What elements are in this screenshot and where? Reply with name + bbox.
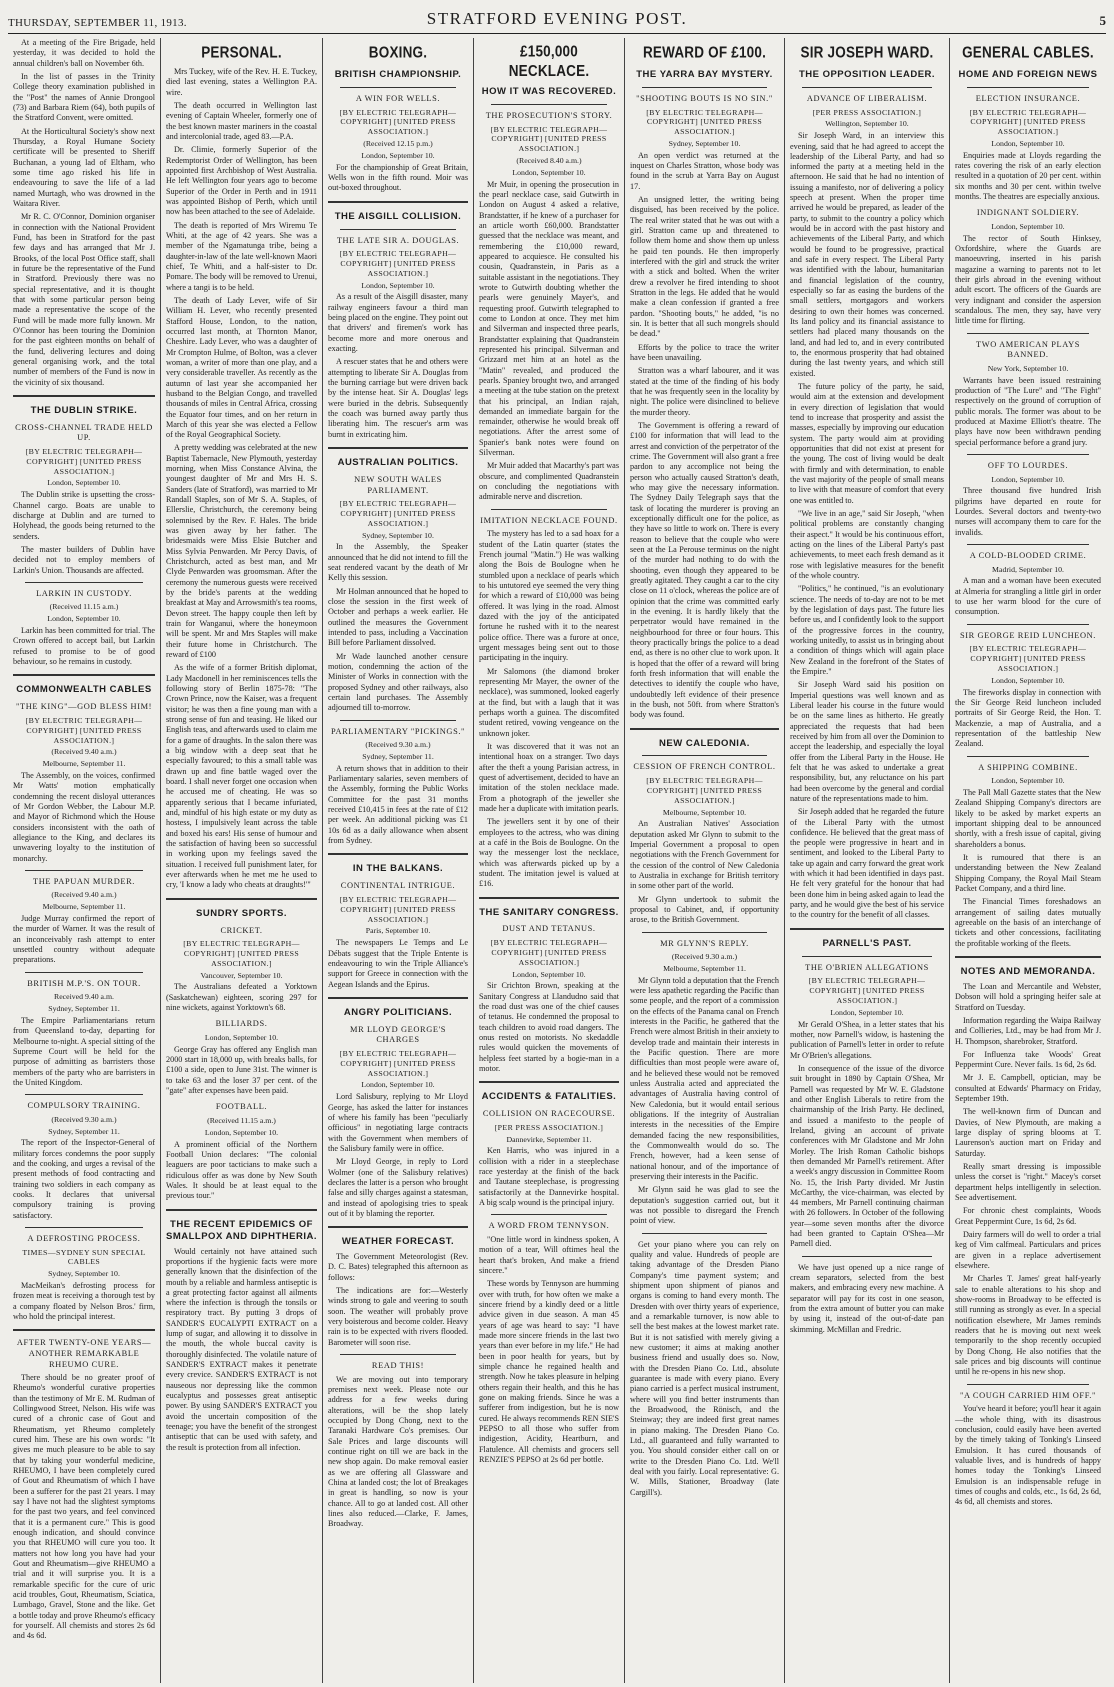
page-number: 5: [1099, 13, 1106, 28]
paragraph: Efforts by the police to trace the writer have been unavailing.: [630, 342, 779, 363]
paragraph: An unsigned letter, the writing being disguised, has been received by the police. The real writer stated that he was out with a girl. Stratton came up and threatened to follow them home and show them up unless he paid ten pounds. He then improperly interfered with the girl and struck the writer with a stick and bolted. When the writer drew a revolver he fired intending to shoot Stratton in the legs. He added that he would make a clean confession if granted a free pardon. "Shooting bouts," he added, "is no sin. It is better that all such mongrels should be dead.": [630, 195, 779, 339]
paragraph: There should be no greater proof of Rheumo's wonderful curative properties than the testimony of Mr E. M. Rudman of Collingwood Street, Nelson. His wife was cured of a chronic case of Gout and Rheumatism, yet Rheumo completely cured him. These are his own words: "It gives me much pleasure to be able to say that by taking your wonderful medicine, RHEUMO, I have been completely cured of Gout and Rheumatism of which I have been a sufferer for the past 21 years. I may say I have not had the slightest symptoms for the past two years, and feel convinced that it is a permanent cure." This is good enough indication, and should convince you that RHEUMO will cure you too. It matters not how long you have had your Gout and Rheumatism—give RHEUMO a trial and it will surprise you. It is a remarkable specific for the cure of uric acid troubles, Gout, Rheumatism, Sciatica, Lumbago, Gravel, Stone and the like. Get a bottle today and prove Rheumo's efficacy for yourself. All chemists and stores 2s 6d and 4s 6d.: [13, 1373, 155, 1641]
paragraph: We have just opened up a nice range of cream separators, selected from the best makers, and embracing every new machine. A separator will pay for its cost in one season, from the extra amount of butter you can make by using it, instead of the out-of-date pan skimming. McMillan and Fredric.: [790, 1262, 944, 1334]
paragraph: Mr Lloyd George, in reply to Lord Wolmer (one of the Salisbury relatives) declares the latter is a person who brought false and silly charges against a statesman, and instead of apologising tries to speak out of it by blaming the reporter.: [328, 1157, 468, 1218]
column-rule: [790, 928, 944, 930]
paragraph: You've heard it before; you'll hear it again—the whole thing, with its disastrous conclusion, could easily have been averted by the timely taking of Tonking's Linseed Emulsion. It has cured thousands of valuable lives, and is hundreds of happy homes today the Tonking's Linseed Emulsion is an indispensable refuge in times of coughs and colds, etc., 1s 6d, 2s 6d, 4s 6d, all chemists and stores.: [955, 1404, 1101, 1507]
paragraph: Larkin has been committed for trial. The Crown offered to accept bail, but Larkin refused to promise to be of good behaviour, so he remains in custody.: [13, 626, 155, 667]
article-subheading: BILLIARDS.: [215, 1019, 268, 1029]
column-rule: [955, 956, 1101, 958]
issue-date: THURSDAY, SEPTEMBER 11, 1913.: [8, 17, 187, 29]
column-rule: [642, 932, 767, 933]
column-rule: [967, 624, 1089, 625]
article-heading: HOW IT WAS RECOVERED.: [481, 86, 617, 97]
wire-credit: [BY ELECTRIC TELEGRAPH—COPYRIGHT] [UNITED PRESS ASSOCIATION.]: [339, 499, 457, 528]
wire-credit: [PER PRESS ASSOCIATION.]: [494, 1122, 604, 1132]
article-subheading: TWO AMERICAN PLAYS BANNED.: [975, 339, 1081, 360]
column-rule: [328, 201, 468, 203]
column-rule: [25, 1227, 143, 1228]
column-rule: [967, 333, 1089, 334]
paragraph: At a meeting of the Fire Brigade, held yesterday, it was decided to hold the annual children's ball on November 6th.: [13, 38, 155, 68]
article-subheading: CROSS-CHANNEL TRADE HELD UP.: [15, 422, 153, 443]
article-heading: THE AISGILL COLLISION.: [334, 210, 462, 222]
article-subheading: CRICKET.: [220, 925, 263, 935]
paragraph: Stratton was a wharf labourer, and it was stated at the time of the finding of his body that he was frequently seen in the locality by night. The police were disinclined to believe the murder theory.: [630, 366, 779, 417]
paragraph: Dr. Climie, formerly Superior of the Redemptorist Order of Wellington, has been appointed first Archbishop of West Australia. He left Wellington four years ago to become Superior of the Order in Perth and in 1911 was appointed Bishop of Perth, which until now has been attached to the see of Adelaide.: [166, 145, 317, 217]
dateline: Dannevirke, September 11.: [506, 1134, 592, 1144]
masthead: [8, 6, 1106, 34]
dateline: London, September 10.: [991, 222, 1065, 232]
dateline: Madrid, September 10.: [992, 564, 1064, 574]
column-rule: [967, 1384, 1089, 1385]
dateline: London, September 10.: [204, 1127, 279, 1137]
article-subheading: INDIGNANT SOLDIERY.: [976, 208, 1080, 218]
paragraph: Would certainly not have attained such proportions if the hygienic facts were more generally known that the disinfection of the mouth by a reliable and harmless antiseptic is a great protecting factor against all ailments where the infection is through the tonsils or respiratory tract. By putting 3 drops of SANDER'S EUCALYPTI EXTRACT on a lump of sugar, and allowing it to dissolve in the mouth, the whole buccal cavity is thoroughly disinfected. The volatile nature of SANDER'S EXTRACT makes it penetrate every crevice. SANDER'S EXTRACT is not nauseous nor depressing like the common eucalyptus and possesses great antiseptic power. By using SANDER'S EXTRACT you avoid the uncertain composition of the teenage; you have the benefit of the strongest antiseptic that can be used with safety, and the result is protection from all infection.: [166, 1246, 317, 1452]
paragraph: The Pall Mall Gazette states that the New Zealand Shipping Company's directors are likely to be asked by market experts an important shipping deal to be announced shortly, with a fresh issue of capital, giving shareholders a bonus.: [955, 787, 1101, 849]
paragraph: The report of the Inspector-General of military forces condemns the poor supply and the cooking, and urges a revisal of the present methods of food contracting and training two soldiers in each company as cooks. It declares that universal compulsory training is proving satisfactory.: [13, 1138, 155, 1220]
paragraph: The master builders of Dublin have decided not to employ members of Larkin's Union. Thousands are affected.: [13, 544, 155, 575]
column-rule: [491, 1214, 607, 1215]
paragraph: For chronic chest complaints, Woods Great Peppermint Cure, 1s 6d, 2s 6d.: [955, 1206, 1101, 1226]
paragraph: It is rumoured that there is an understanding between the New Zealand Shipping Company, the Royal Mail Steam Packet Company, and a third line.: [955, 852, 1101, 893]
article-heading: HOME AND FOREIGN NEWS: [958, 69, 1098, 80]
dateline: London, September 10.: [991, 138, 1065, 148]
article-subheading: THE O'BRIEN ALLEGATIONS: [805, 962, 929, 972]
paragraph: George Gray has offered any English man 2000 start in 18,000 up, with breaks balls, for £100 a side, open to June 31st. The winner is to take 63 and the loser 37 per cent. of the "gate" after expenses have been paid.: [166, 1044, 317, 1096]
article-subheading: READ THIS!: [371, 1361, 425, 1371]
dateline: Vancouver, September 10.: [200, 970, 283, 980]
dateline: Received 9.40 a.m.: [54, 992, 114, 1002]
wire-credit: [PER PRESS ASSOCIATION.]: [812, 107, 922, 117]
article-heading: BRITISH CHAMPIONSHIP.: [334, 69, 462, 80]
paragraph: The death is reported of Mrs Wiremu Te Whiti, at the age of 42 years. She was a member of the Ngamatunga tribe, being a daughter-in-law of the late well-known Maori chief, Te Whiti, and a half-sister to Dr. Pomare. The body will be removed to Urenui, where a tangi is to be held.: [166, 220, 317, 292]
article-heading: SUNDRY SPORTS.: [196, 907, 287, 919]
column-rule: [166, 1209, 317, 1211]
dateline: London, September 10.: [991, 675, 1065, 685]
dateline: Sydney, September 10.: [48, 1269, 120, 1279]
column-rule: [967, 87, 1089, 88]
column-rule: [340, 1354, 456, 1355]
paragraph: Mr Gerald O'Shea, in a letter states that his mother, now Parnell's widow, is hastening the publication of Parnell's letter in order to refute Mr O'Brien's allegations.: [790, 1019, 944, 1060]
dateline: (Received 9.40 a.m.): [51, 747, 117, 757]
paragraph: Get your piano where you can rely on quality and value. Hundreds of people are taking advantage of the Dresden Piano Company's time payment system; and shipment upon shipment of pianos and organs is coming to hand every month. The Dresden with over thirty years of experience, and a remarkable turnover, is now able to sell the best makes at the lowest market rate. But it is not satisfied with merely giving a new customer; it aims at making another business friend and usually does so. Now, with the Dresden Piano Co. Ltd., absolute guarantee is made with every piano. Every piano carried is a perfect musical instrument, where will you find better instruments than the Broadwood, the Rönisch, and the Steinway; they are indeed first great names in piano making. The Dresden Piano Co. Ltd., all guaranteed and fully warranted to you. You should consider either call on or write to the Dresden Piano Co. Ltd. We'll deal with you fairly. Local representative: G. W. Mills, Stationer, Broadway (late Cargill's).: [630, 1239, 779, 1497]
column-rule: [642, 1233, 767, 1234]
wire-credit: [BY ELECTRIC TELEGRAPH—COPYRIGHT] [UNITED PRESS ASSOCIATION.]: [646, 776, 763, 805]
article-heading: THE SANITARY CONGRESS.: [479, 906, 619, 918]
paragraph: Lord Salisbury, replying to Mr Lloyd George, has asked the latter for instances of where his family has been "peculiarly officious" in negotiating large contracts with the Government when members of the Salisbury family were in office.: [328, 1092, 468, 1153]
paragraph: "Politics," he continued, "is an evolutionary science. The needs of to-day are not to be met by the legislation of days past. The future lies before us, and I confidently look to the support of the progressive forces in the country, working unitedly, to assist us in bringing about a condition of things which will again place New Zealand in the forefront of the States of the Empire.": [790, 584, 944, 676]
article-subheading: AFTER TWENTY-ONE YEARS— ANOTHER REMARKABLE RHEUMO CURE.: [16, 1338, 152, 1369]
article-subheading: THE LATE SIR A. DOUGLAS.: [336, 235, 460, 245]
article-subheading: THE PAPUAN MURDER.: [33, 876, 135, 886]
article-subheading: "SHOOTING BOUTS IS NO SIN.": [636, 93, 773, 103]
article-heading: ACCIDENTS & FATALITIES.: [481, 1091, 617, 1103]
dateline: (Received 9.30 a.m.): [671, 952, 738, 962]
column-rule: [967, 454, 1089, 455]
paragraph: Sir Crichton Brown, speaking at the Sanitary Congress at Llandudno said that the road dust was one of the chief causes of tetanus. He condemned the proposal to teach children to avoid road dangers. The onus rested on motorists. No skedaddle rules would quicken the movements of helpless feet started by a bogie-man in a motor.: [479, 981, 619, 1073]
article-subheading: CONTINENTAL INTRIGUE.: [340, 881, 456, 891]
paragraph: The fireworks display in connection with the Sir George Reid luncheon included portraits of Sir George Reid, the Hon. T. Mackenzie, a map of Australia, and a representation of the battleship New Zealand.: [955, 687, 1101, 749]
wire-credit: [BY ELECTRIC TELEGRAPH—COPYRIGHT] [UNITED PRESS ASSOCIATION.]: [25, 715, 143, 745]
column-rule: [802, 1256, 932, 1257]
article-heading: THE DUBLIN STRIKE.: [30, 404, 138, 416]
column-rule: [491, 509, 607, 510]
article-subheading: FOOTBALL.: [215, 1102, 268, 1112]
paragraph: Mr Muir added that Macarthy's part was obscure, and complimented Quadranstein on concluding the negotiations with admirable nerve and discretion.: [479, 461, 619, 502]
wire-credit: [BY ELECTRIC TELEGRAPH—COPYRIGHT] [UNITED PRESS ASSOCIATION.]: [969, 644, 1087, 673]
paragraph: The Financial Times foreshadows an arrangement of sailing dates mutually agreeable on the basis of an interchange of tickets and other concessions, facilitating the profitable working of the fleets.: [955, 897, 1101, 948]
wire-credit: [BY ELECTRIC TELEGRAPH—COPYRIGHT] [UNITED PRESS ASSOCIATION.]: [339, 249, 457, 278]
dateline: (Received 11.15 a.m.): [207, 1115, 276, 1125]
paragraph: A pretty wedding was celebrated at the new Baptist Tabernacle, New Plymouth, yesterday morning, when Miss Constance Alvina, the youngest daughter of Mr and Mrs H. S. Sanders (late of Stratford), was married to Mr Randall Staples, son of Mr S. A. Staples, of Ellerslie, Christchurch, the ceremony being solemnised by the Rev. F. Hales. The bride was given away by her father. The bridesmaids were Miss Elsie Butcher and Miss Sylvia Penwarden. Mr Percy Davis, of Christchurch, acted as best man, and Mr Clyde Penwarden was groomsman. After the ceremony the numerous guests were received by the bride's parents at the wedding breakfast at May and Arrowsmith's tea rooms, Devon street. The happy couple then left by train for Wanganui, where the honeymoon will be spent. Mr and Mrs Staples will make their future home in Christchurch. The reward of £100: [166, 443, 318, 660]
dateline: New York, September 10.: [987, 363, 1069, 373]
article-subheading: "A COUGH CARRIED HIM OFF.": [959, 1390, 1096, 1400]
wire-credit: TIMES—SYDNEY SUN SPECIAL CABLES: [22, 1247, 146, 1267]
column-rule: [479, 897, 619, 899]
wire-credit: [BY ELECTRIC TELEGRAPH—COPYRIGHT] [UNITED PRESS ASSOCIATION.]: [490, 124, 608, 154]
article-subheading: SIR GEORGE REID LUNCHEON.: [960, 630, 1096, 640]
paragraph: Mr Glynn said he was glad to see the deputation's suggestion carried out, but it was not possible to disregard the French point of view.: [630, 1185, 779, 1226]
article-heading: THE OPPOSITION LEADER.: [798, 69, 936, 80]
article-subheading: THE PROSECUTION'S STORY.: [485, 110, 613, 120]
column-rule: [967, 544, 1089, 545]
article-heading: PARNELL'S PAST.: [822, 937, 912, 949]
paragraph: An Australian Natives' Association deputation asked Mr Glynn to submit to the Imperial Government a proposal to open negotiations with the French Government for the cession of the control of New Caledonia to Australia in exchange for British territory in some other part of the world.: [630, 819, 779, 891]
paragraph: The Assembly, on the voices, confirmed Mr Watts' motion emphatically condemning the recent disloyal utterances of Mr Gordon Webber, the Labour M.P. and Mayor of Richmond which the House considers inconsistent with the oath of allegiance to the King, and declares its unwavering loyalty to the institution of monarchy.: [13, 770, 155, 863]
dateline: (Received 9.30 a.m.): [365, 740, 431, 750]
paragraph: An open verdict was returned at the inquest on Charles Stratton, whose body was found in the scrub at Yarra Bay on August 17.: [630, 150, 779, 191]
section-heading: BOXING.: [368, 43, 428, 62]
paragraph: Mr Glynn undertook to submit the proposal to Cabinet, and, if opportunity arose, to the British Government.: [630, 894, 779, 925]
paragraph: Three thousand five hundred Irish pilgrims have departed en route for Lourdes. Several doctors and twenty-two nurses will accompany them to care for the invalids.: [955, 486, 1101, 537]
paragraph: These words by Tennyson are humming over with truth, for how often we make a sincere friend by a kindly deed or a little advice given in due season. A man 45 years of age was heard to say: "I have made more sincere friends in the last two years than ever before in my life." He had been in poor health for years, but by simple chance he regained health and strength. Now he takes pleasure in helping others regain their health, and this he has gone on making friends. Since he was a sufferer from indigestion, but he is now cured. He always recommends REN SIE'S PEPSO to all those who suffer from indigestion, Acidity, Heartburn, and Flatulence. All chemists and grocers sell RENZIE'S PEPSO at 2s 6d per bottle.: [479, 1279, 619, 1464]
news-column-4: [474, 38, 625, 1683]
article-subheading: IMITATION NECKLACE FOUND.: [480, 515, 618, 525]
column-rule: [340, 87, 456, 88]
article-subheading: BRITISH M.P.'S. ON TOUR.: [27, 978, 141, 988]
column-rule: [13, 674, 155, 676]
column-rule: [967, 756, 1089, 757]
paragraph: We are moving out into temporary premises next week. Please note our address for a few weeks during alterations, will be the shop lately occupied by Dong Chong, next to the Taranaki Hardware Co's premises. Our Sale Prices and large discounts will continue right on till we are back in the new shop again. Do make removal easier as we are offering all Glassware and China at landed cost; the lot of Breakages in great is handling, so now is your chance. All to go at landed cost. All other lines also reduced.—Clarke, F. James, Broadway.: [328, 1374, 468, 1529]
paragraph: Mrs Tuckey, wife of the Rev. H. E. Tuckey, died last evening, states a Wellington P.A. wire.: [166, 67, 317, 97]
column-rule: [802, 956, 932, 957]
news-column-5: [625, 38, 785, 1683]
paragraph: Sir Joseph added that he regarded the future of the Liberal Party with the utmost confidence. He believed that the great mass of the people were progressive in heart and in sentiment, and looked to the Liberal Party to take up again and carry forward the great work with which it had been identified in days past. He felt very grateful for the honour that had been done him in being asked again to lead the party, and he would give the best of his service to the country for the benefit of all classes.: [790, 807, 944, 920]
paragraph: The Empire Parliamentarians return from Queensland to-day, departing for Melbourne to-night. A special sitting of the Supreme Court will be held for the purpose of admitting as barristers those members of the party who are barristers in the United Kingdom.: [13, 1015, 155, 1087]
dateline: (Received 9.30 a.m.): [51, 1114, 117, 1124]
column-rule: [630, 728, 779, 730]
article-subheading: ADVANCE OF LIBERALISM.: [806, 93, 928, 103]
column-rule: [642, 755, 767, 756]
paragraph: In the Assembly, the Speaker announced that he did not intend to fill the seat rendered vacant by the death of Mr Kelly this session.: [328, 542, 468, 583]
paragraph: Sir Joseph Ward said his position on Imperial questions was well known and as Liberal leader his course in the future would be on the same lines as hitherto. He greatly appreciated the requests that had been received by him from all over the Dominion to accept the leadership, and especially the loyal offer from the Liberal Party in the House. He felt that he was asked to undertake a great responsibility, but, any reluctance on his part had been overcome by the general and cordial nature of the representations made to him.: [790, 680, 944, 803]
dateline: Paris, September 10.: [365, 926, 431, 936]
paragraph: Information regarding the Waipa Railway and Collieries, Ltd., may be had from Mr J. H. Thompson, sharebroker, Stratford.: [955, 1015, 1101, 1046]
column-rule: [491, 104, 607, 105]
dateline: London, September 10.: [512, 167, 586, 177]
dateline: London, September 10.: [512, 969, 586, 979]
wire-credit: [BY ELECTRIC TELEGRAPH—COPYRIGHT] [UNITED PRESS ASSOCIATION.]: [183, 939, 300, 968]
paragraph: Mr Holman announced that he hoped to close the session in the first week of October and perhaps a week earlier. He outlined the measures the Government intended to pass, including a Vaccination Bill before Parliament dissolved.: [328, 586, 468, 648]
paragraph: As a result of the Aisgill disaster, many railway engineers favour a third man being placed on the engine. They point out that drivers' and firemen's work has become more and more onerous and exacting.: [328, 292, 468, 354]
paragraph: For Influenza take Woods' Great Peppermint Cure. Never fails. 1s 6d, 2s 6d.: [955, 1049, 1101, 1070]
dateline: (Received 11.15 a.m.): [49, 602, 119, 612]
section-heading: REWARD OF £100.: [642, 43, 767, 62]
dateline: London, September 10.: [361, 1080, 435, 1090]
paragraph: The future policy of the party, he said, would aim at the extension and development in every direction of legislation that would tend to increase that prosperity and assist the masses, especially by improving our education system. The party would aim at providing opportunities that did not exist at present for the young. The cost of living would be dealt with firmly and with determination, to enable the vast majority of the people of small means to live with that measure of comfort that every one was entitled to.: [790, 382, 944, 505]
wire-credit: [BY ELECTRIC TELEGRAPH—COPYRIGHT] [UNITED PRESS ASSOCIATION.]: [339, 894, 457, 924]
paragraph: The death occurred in Wellington last evening of Captain Wheeler, formerly one of the best known master mariners in the coastal and intercolonial trade, aged 83.—P.A.: [166, 100, 317, 141]
paragraph: A rescuer states that he and others were attempting to liberate Sir A. Douglas from the burning carriage but were driven back by the intense heat. Sir A. Douglas' legs were buried in the debris. Subsequently the coach was burned away partly thus liberating him. The rescuer's arm was burnt in extricating him.: [328, 357, 468, 439]
column-rule: [328, 853, 468, 855]
paragraph: At the Horticultural Society's show next Thursday, a Royal Humane Society certificate will be presented to Sheriff Buchanan, a young lad of Eltham, who some time ago risked his life in endeavouring to save the life of a lad named Murtagh, who was drowned in the Waitara River.: [13, 126, 155, 208]
news-column-3: [323, 38, 474, 1683]
article-heading: THE RECENT EPIDEMICS OF SMALLPOX AND DIPHTHERIA.: [166, 1218, 317, 1242]
article-subheading: PARLIAMENTARY "PICKINGS.": [330, 726, 466, 736]
wire-credit: [BY ELECTRIC TELEGRAPH—COPYRIGHT] [UNITED PRESS ASSOCIATION.]: [969, 107, 1087, 137]
dateline: Melbourne, September 10.: [662, 807, 747, 817]
column-rule: [802, 87, 932, 88]
paragraph: For the championship of Great Britain, Wells won in the fifth round. Moir was out-boxed throughout.: [328, 162, 468, 193]
dateline: Sydney, September 11.: [48, 1126, 120, 1136]
section-heading: GENERAL CABLES.: [962, 43, 1094, 62]
dateline: (Received 9.40 a.m.): [51, 890, 117, 900]
paragraph: The Government is offering a reward of £100 for information that will lead to the arrest and conviction of the perpetrator of the crime. The Government will also grant a free pardon to any accomplice not being the person who actually caused Stratton's death, who may give the necessary information. The Sydney Daily Telegraph says that the task of locating the murderer is proving an exceptionally difficult one for the police, as they have so little to work on. There is every reason to believe that the couple who were seen at the La Perouse terminus on the night of the murder had nothing to do with the shooting, even though they appeared to be greatly agitated. They caught a car to the city close on 11 o'clock, whereas the police are of opinion that the crime was committed early in the evening. It is hardly likely that the perpetrator would have remained in the neighbourhood for three or four hours. This theory practically brings the police to a dead end, as there is no other clue to work upon. It is hoped that the offer of a reward will bring forth fresh information that will enable the detectives to identify the couple who have, undoubtedly left evidence of their presence in the bush, not 50ft. from where Stratton's body was found.: [630, 421, 779, 720]
article-heading: THE YARRA BAY MYSTERY.: [636, 69, 773, 80]
paragraph: In consequence of the issue of the divorce suit brought in 1890 by Captain O'Shea, Mr Parnell was requested by Mr W. E. Gladstone and other English Liberals to retire from the chairmanship of the Irish Party. He declined, and issued a manifesto to the people of Ireland, giving an account of private conferences with Mr Gladstone and Mr John Morley. The Irish Roman Catholic bishops then demanded Mr Parnell's retirement. After a week's angry discussion in Committee Room No. 15, the Irish Party divided. Mr Justin McCarthy, the vice-chairman, was elected by 44 members, Mr Parnell continuing chairman with 26 followers. In October of the following year—some seven months after the divorce had been granted to Captain O'Shea—Mr Parnell died.: [790, 1063, 944, 1249]
paragraph: The Dublin strike is upsetting the cross-Channel cargo. Boats are unable to discharge at Dublin and are turned to Holyhead, the goods being returned to the senders.: [13, 490, 155, 541]
article-heading: IN THE BALKANS.: [352, 863, 444, 875]
wire-credit: [BY ELECTRIC TELEGRAPH—COPYRIGHT] [UNITED PRESS ASSOCIATION.]: [490, 938, 608, 967]
paragraph: Enquiries made at Lloyds regarding the rates covering the risk of an early election resulted in a quotation of 20 per cent. within six months and 30 per cent. within twelve months. The theatres are especially anxious.: [955, 150, 1101, 202]
article-subheading: A WORD FROM TENNYSON.: [488, 1221, 610, 1231]
wire-credit: [BY ELECTRIC TELEGRAPH—COPYRIGHT] [UNITED PRESS ASSOCIATION.]: [646, 107, 763, 137]
dateline: Melbourne, September 11.: [42, 759, 126, 769]
paragraph: It was discovered that it was not an intentional hoax on a stranger. Two days after the theft a young Parisian actress, in quest of advertisement, decided to have an imitation of the stolen necklace made. From a photograph of the jeweller she made her a duplicate with imitation pearls.: [479, 741, 619, 813]
article-subheading: LARKIN IN CUSTODY.: [36, 588, 132, 598]
column-rule: [25, 972, 143, 973]
paragraph: Mr Glynn told a deputation that the French were less apathetic regarding the Pacific than some people, and the report of a commission on the effects of the Panama canal on French interests in the Pacific, he gathered that the French were almost British in their anxiety to develop trade and maintain their interests in the Pacific question. There are more difficulties than most people were aware of, and he believed these would not be removed unless Australia acted and appreciated the advantages of Australia having control of New Caledonia, but it would entail serious obligations. If the integrity of Australian interests in the necessities of the Empire demanded facing the new responsibilities, the Commonwealth would do so. The French, however, had a keen sense of national honour, and of the importance of preserving their interests in the Pacific.: [630, 975, 779, 1182]
dateline: Melbourne, September 11.: [42, 902, 126, 912]
column-rule: [340, 229, 456, 230]
article-subheading: MR GLYNN'S REPLY.: [660, 938, 749, 948]
article-subheading: MR LLOYD GEORGE'S CHARGES: [350, 1024, 446, 1045]
column-rule: [479, 1081, 619, 1083]
paragraph: "One little word in kindness spoken, A motion of a tear, Will oftimes heal the heart that's broken, And make a friend sincere.": [479, 1234, 619, 1275]
news-column-1: [8, 38, 161, 1683]
paragraph: A prominent official of the Northern Football Union declares: "The colonial leaguers are poor tacticians to make such a ridiculous offer as was done by New South Wales. It should be at least equal to the previous tour.": [166, 1139, 317, 1201]
section-heading: £150,000 NECKLACE.: [508, 42, 590, 80]
dateline: Wellington, September 10.: [825, 119, 909, 129]
paragraph: The mystery has led to a sad hoax for a student of the Latin quarter (states the French journal "Matin.") He was walking along the Bois de Boulogne when he stumbled upon a necklace of pearls which to his untutored eye seemed the very thing for which a reward of £10,000 was being offered. It was lying in the road. Almost dazed with the joy of the anticipated fortune he rushed with it to the nearest police office. There was a furore at once, urgent messages being sent out to those participating in the inquiry.: [479, 529, 619, 663]
news-column-6: [785, 38, 950, 1683]
article-heading: ANGRY POLITICIANS.: [343, 1006, 453, 1018]
paragraph: The rector of South Hinksey, Oxfordshire, where the Guards are manoeuvring, inserted in his parish magazine a warning to parents not to let their girls abroad in the evening without adult escort. The officers of the Guards are very indignant and consider the aspersion scandalous. The men, they say, have very little time for flirting.: [955, 233, 1101, 326]
section-heading: SIR JOSEPH WARD.: [800, 43, 934, 62]
paragraph: Mr Charles T. James' great half-yearly sale to enable alterations to his shop and show-rooms in Broadway to be effected is still running as strongly as ever. In a special notification elsewhere, Mr James reminds readers that he is moving out next week temporarily to the shop recently occupied by Dong Chong. He also notifies that the sale prices and big discounts will continue until he re-opens in his new shop.: [955, 1274, 1101, 1377]
article-subheading: A DEFROSTING PROCESS.: [27, 1234, 141, 1244]
article-subheading: NEW SOUTH WALES PARLIAMENT.: [354, 474, 442, 495]
dateline: London, September 10.: [991, 776, 1065, 786]
paragraph: In the list of passes in the Trinity College theory examination published in the "Post" the names of Annie Drongool (73) and Barbara Riem (64), both pupils of the Stratford Convent, were omitted.: [13, 71, 155, 123]
paragraph: Really smart dressing is impossible unless the corset is "right." Macey's corset department helps intelligently in selection. See advertisement.: [955, 1162, 1101, 1203]
column-rule: [328, 1226, 468, 1228]
article-subheading: A SHIPPING COMBINE.: [978, 762, 1078, 772]
paragraph: The newspapers Le Temps and Le Débats suggest that the Triple Entente is endeavouring to win the Triple Alliance's support for Greece in connection with the Aegean Islands and the Epirus.: [328, 938, 468, 989]
column-rule: [340, 720, 456, 721]
dateline: London, September 10.: [830, 1007, 904, 1017]
paragraph: Mr Salomons (the diamond broker representing Mr Mayer, the owner of the necklace), was summoned, looked eagerly at the find, but with a laugh that it was perhaps worth a guinea. The discomfited student retired, vowing vengeance on the unknown joker.: [479, 666, 619, 738]
column-rule: [328, 997, 468, 999]
paragraph: The Loan and Mercantile and Webster, Dobson will hold a springing heifer sale at Stratford on Tuesday.: [955, 981, 1101, 1012]
paragraph: The well-known firm of Duncan and Davies, of New Plymouth, are making a large display of spring blooms at T. Laurenson's auction mart on Friday and Saturday.: [955, 1107, 1101, 1158]
paragraph: The Government Meteorologist (Rev. D. C. Bates) telegraphed this afternoon as follows:: [328, 1252, 468, 1282]
article-subheading: OFF TO LOURDES.: [987, 461, 1069, 471]
news-column-7: [950, 38, 1106, 1683]
dateline: London, September 10.: [361, 150, 435, 160]
paragraph: The death of Lady Lever, wife of Sir William H. Lever, who recently presented Stafford House, London, to the nation, occurred last month, at Thornton Manor, Cheshire. Lady Lever, who was a daughter of Mr Crompton Hulme, of Bolton, was a clever woman, a writer of more than one play, and a very considerable traveller. As recently as the autumn of last year she accompanied her husband to the Belgian Congo, and travelled thousands of miles in Central Africa, crossing the Equator four times, and on her return in March of this year she was elected a Fellow of the Royal Geographical Society.: [166, 295, 317, 440]
dateline: London, September 10.: [361, 280, 435, 290]
paragraph: Mr Muir, in opening the prosecution in the pearl necklace case, said Gutwirth in London on August 4 asked a relative, Brandstatter, if he knew of a purchaser for an article worth £60,000. Brandstatter guessed that the necklace was meant, and remembering the £10,000 reward, appeared to acquiesce. He consulted his cousin, Quadranstein, in Paris as a suitable assistant in the negotiations. They wrote to Gutwirth doubting whether the pearls were genuinely Mayer's, and requesting proof. Gutwirth telegraphed to come to London at once. They met him and Silverman and inspected three pearls, Brandstatter explaining that Quadranstein represented his principal. Silverman and Grizzard met him at an hotel as the "Matin" revealed, and produced the pearls. Spaniey brought two, and arranged a meeting at the tube station on the pretext that his principal, an Indian rajah, demanded an immediate bargain for the remainder, otherwise he would break off negotiations. After the arrest some of Spanier's bank notes were found on Silverman.: [479, 179, 619, 458]
paragraph: MacMeikan's defrosting process for frozen meat is receiving a thorough test by a company floated by Nelson Bros.' firm, who hold the principal interest.: [13, 1281, 155, 1322]
column-rule: [25, 582, 143, 583]
dateline: Melbourne, September 11.: [663, 963, 746, 973]
article-subheading: A COLD-BLOODED CRIME.: [969, 551, 1087, 561]
paragraph: Dairy farmers will do well to order a trial keg of Vim calfmeal. Particulars and prices are given in a replace advertisement elsewhere.: [955, 1230, 1101, 1271]
paragraph: Sir Joseph Ward, in an interview this evening, said that he had agreed to accept the leadership of the Liberal Party, and had so informed the party at a meeting held in the afternoon. He said that he had no intention of issuing a manifesto, nor of delivering a policy speech at present. When the proper time arrived he would be prepared, as leader of the party, to submit to the country a policy which would be in accord with the past history and achievements of the Liberal Party, and which would be found to be progressive, practical and safe in every respect. The Liberal Party was identified with the labour, humanitarian and financial legislation of the country, especially so far as easing the burdens of the small settlers, mortgagors and workers desiring to own their homes was concerned. Its land policy and its financial assistance to settlers had placed many thousands on the land, and had led to, and in every contributed to, the enormous prosperity that had obtained during the last twenty years, and which still existed.: [790, 131, 944, 378]
wire-credit: [BY ELECTRIC TELEGRAPH—COPYRIGHT] [UNITED PRESS ASSOCIATION.]: [339, 1049, 457, 1078]
section-heading: PERSONAL.: [201, 43, 282, 62]
article-subheading: ELECTION INSURANCE.: [975, 93, 1081, 103]
dateline: Sydney, September 11.: [48, 1004, 120, 1014]
article-heading: NEW CALEDONIA.: [659, 737, 750, 749]
article-subheading: DUST AND TETANUS.: [502, 924, 596, 934]
paragraph: Mr R. C. O'Connor, Dominion organiser in connection with the National Provident Fund, has been in Stratford for the past few days and has arranged that Mr J. Brooks, of the local Post Office staff, shall in future be the representative of the Fund in Stratford. Previously there was no special representative, and it is thought that with some particular person being made a representative the scope of the Fund will be made more fully known. Mr O'Connor has been touring the Dominion for the past eighteen months on behalf of the fund, delivering lectures and doing general organising work, and the total number of members of the Fund is now in the vicinity of six thousand.: [13, 212, 155, 387]
column-rule: [642, 87, 767, 88]
column-rule: [25, 1094, 143, 1095]
column-rule: [328, 447, 468, 449]
paragraph: Ken Harris, who was injured in a collision with a rider in a steeplechase race yesterday at the finish of the back and Tautane steeplechase, is progressing satisfactorily at the Dannevirke hospital. A big scalp wound is the principal injury.: [479, 1146, 619, 1208]
article-subheading: A WIN FOR WELLS.: [355, 93, 441, 103]
article-heading: COMMONWEALTH CABLES: [16, 684, 152, 696]
news-column-2: [161, 38, 323, 1683]
paragraph: Mr J. E. Campbell, optician, may be consulted at Edwards' Pharmacy on Friday, September 19th.: [955, 1073, 1101, 1104]
paragraph: The Australians defeated a Yorktown (Saskatchewan) eighteen, scoring 297 for nine wickets, against Yorktown's 68.: [166, 982, 317, 1013]
article-subheading: CESSION OF FRENCH CONTROL.: [633, 762, 776, 772]
column-rule: [13, 395, 155, 397]
paragraph: As the wife of a former British diplomat, Lady Macdonell in her reminiscences tells the following story of Berlin 1875-78: "The Crown Prince, now the Kaiser, was a frequent visitor; he was then a fine young man with a strong sense of fun and teasing. He liked our English teas, and afterwards used to claim me for a game of draughts. In the salon there was a big window with a deep seat that he especially favoured; to this a small table was drawn up and fine battle waged over the board. I shall never forget one occasion when he accused me of cheating. He was so apparently serious that I became infuriated, and, mindful of his high estate or my duty as hostess, I impulsively leant across the table and boxed his ears! His sense of humour and the satisfaction of having been so successful in working upon my feelings saved the situation. I received full punishment later, for ever afterwards when he met me he used to cry, 'I know a lady who cheats at draughts!'": [166, 663, 317, 890]
article-heading: AUSTRALIAN POLITICS.: [337, 456, 459, 468]
wire-credit: [BY ELECTRIC TELEGRAPH—COPYRIGHT] [UNITED PRESS ASSOCIATION.]: [339, 107, 457, 137]
dateline: (Received 8.40 a.m.): [516, 155, 582, 165]
dateline: London, September 10.: [47, 614, 121, 624]
column-rule: [166, 898, 317, 900]
article-subheading: COLLISION ON RACECOURSE.: [482, 1109, 616, 1119]
paragraph: A return shows that in addition to their Parliamentary salaries, seven members of the Assembly, forming the Public Works Committee for the past 31 months received £10,415 in fees at the rate of £12 per week. An additional picking was £1 10s 6d as a daily allowance when absent from Sydney.: [328, 763, 468, 846]
article-heading: WEATHER FORECAST.: [341, 1236, 455, 1248]
paragraph: Mr Wade launched another censure motion, condemning the action of the Minister of Works in connection with the proposed Sydney and other railways, also certain land purchases. The Assembly adjourned till to-morrow.: [328, 651, 468, 713]
dateline: Sydney, September 10.: [362, 530, 434, 540]
paragraph: "We live in an age," said Sir Joseph, "when political problems are constantly changing their aspect." It would be his continuous effort, acting on the lines of the Liberal Party's past achievements, to meet each fresh demand as it rose with legislative measures for the benefit of the whole country.: [790, 508, 944, 580]
article-heading: NOTES AND MEMORANDA.: [960, 965, 1096, 977]
paragraph: A man and a woman have been executed at Almeria for strangling a little girl in order to use her warm blood for the cure of consumption.: [955, 576, 1101, 617]
dateline: London, September 10.: [47, 478, 121, 488]
dateline: London, September 10.: [204, 1032, 279, 1042]
article-subheading: COMPULSORY TRAINING.: [27, 1101, 141, 1111]
paragraph: Warrants have been issued restraining production of "The Lure" and "The Fight" respectively on the ground of corruption of public morals. The former was about to be produced at Maxime Elliott's theatre. The plays have now been withdrawn pending special performance before a grand jury.: [955, 375, 1101, 447]
paragraph: The indications are for:—Westerly winds strong to gale and veering to south soon. The weather will probably prove very boisterous and become colder. Heavy rain is to be expected with rivers flooded. Barometer will soon rise.: [328, 1286, 468, 1347]
column-rule: [13, 1329, 155, 1331]
dateline: (Received 12.15 p.m.): [363, 138, 433, 148]
wire-credit: [BY ELECTRIC TELEGRAPH—COPYRIGHT] [UNITED PRESS ASSOCIATION.]: [808, 976, 926, 1005]
column-rule: [25, 870, 143, 871]
dateline: Sydney, September 10.: [668, 138, 741, 148]
article-columns: [8, 38, 1106, 1683]
newspaper-title: STRATFORD EVENING POST.: [426, 9, 688, 28]
paragraph: Judge Murray confirmed the report of the murder of Warner. It was the result of an inconceivably rash attempt to enter unsettled country without adequate preparations.: [13, 914, 155, 965]
dateline: Sydney, September 11.: [362, 752, 434, 761]
article-subheading: "THE KING"—GOD BLESS HIM!: [15, 702, 153, 712]
dateline: London, September 10.: [991, 474, 1065, 484]
wire-credit: [BY ELECTRIC TELEGRAPH—COPYRIGHT] [UNITED PRESS ASSOCIATION.]: [25, 446, 143, 476]
paragraph: The jewellers sent it by one of their employees to the actress, who was dining at a café in the Bois de Boulogne. On the way the messenger lost the necklace, which was afterwards picked up by a student. The imitation jewel is valued at £16.: [479, 817, 619, 889]
